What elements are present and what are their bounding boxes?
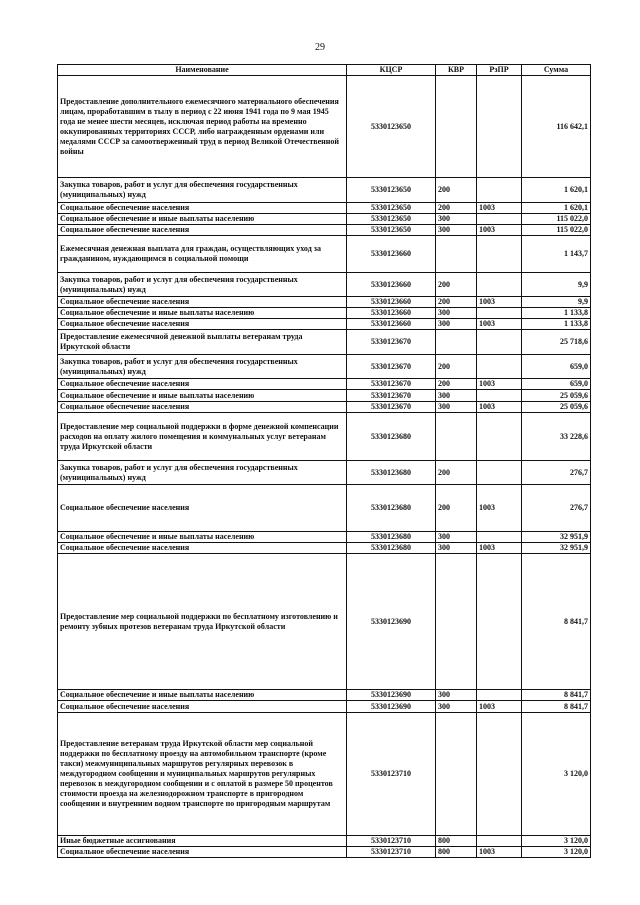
row-kvr: 300 bbox=[436, 214, 477, 225]
table-row bbox=[58, 273, 591, 297]
row-name: Социальное обеспечение и иные выплаты населению bbox=[58, 690, 347, 701]
table-row bbox=[58, 178, 591, 203]
row-name: Социальное обеспечение и иные выплаты населению bbox=[58, 308, 347, 319]
table-row bbox=[58, 713, 591, 836]
row-code: 5330123710 bbox=[347, 847, 436, 858]
row-code: 5330123650 bbox=[347, 76, 436, 178]
row-kvr: 200 bbox=[436, 379, 477, 390]
row-name: Социальное обеспечение населения bbox=[58, 847, 347, 858]
row-code: 5330123690 bbox=[347, 690, 436, 701]
row-sum: 3 120,0 bbox=[522, 836, 591, 847]
row-code: 5330123660 bbox=[347, 297, 436, 308]
row-code: 5330123650 bbox=[347, 203, 436, 214]
row-name: Закупка товаров, работ и услуг для обеспечения государственных (муниципальных) нужд bbox=[58, 461, 347, 485]
row-sum: 8 841,7 bbox=[522, 690, 591, 701]
table-row bbox=[58, 330, 591, 355]
row-rzpr bbox=[477, 355, 522, 379]
row-name: Социальное обеспечение населения bbox=[58, 379, 347, 390]
row-kvr bbox=[436, 413, 477, 461]
row-sum: 25 059,6 bbox=[522, 390, 591, 402]
table-row bbox=[58, 461, 591, 485]
row-name: Социальное обеспечение и иные выплаты населению bbox=[58, 532, 347, 543]
table-row bbox=[58, 203, 591, 214]
row-rzpr: 1003 bbox=[477, 319, 522, 330]
row-code: 5330123710 bbox=[347, 836, 436, 847]
row-kvr bbox=[436, 76, 477, 178]
row-rzpr bbox=[477, 273, 522, 297]
row-kvr: 300 bbox=[436, 543, 477, 554]
row-code: 5330123660 bbox=[347, 236, 436, 273]
row-sum: 25 718,6 bbox=[522, 330, 591, 355]
row-name: Закупка товаров, работ и услуг для обеспечения государственных (муниципальных) нужд bbox=[58, 178, 347, 203]
row-sum: 9,9 bbox=[522, 297, 591, 308]
row-rzpr bbox=[477, 308, 522, 319]
table-row bbox=[58, 690, 591, 701]
table-row bbox=[58, 319, 591, 330]
row-name: Социальное обеспечение населения bbox=[58, 319, 347, 330]
row-sum: 1 133,8 bbox=[522, 308, 591, 319]
row-name: Предоставление мер социальной поддержки по бесплатному изготовлению и ремонту зубных протезов ветеранам труда Иркутской области bbox=[58, 554, 347, 690]
row-sum: 115 022,0 bbox=[522, 214, 591, 225]
row-code: 5330123670 bbox=[347, 402, 436, 413]
row-name: Социальное обеспечение населения bbox=[58, 402, 347, 413]
row-rzpr bbox=[477, 713, 522, 836]
row-kvr: 200 bbox=[436, 485, 477, 532]
row-name: Иные бюджетные ассигнования bbox=[58, 836, 347, 847]
row-name: Социальное обеспечение населения bbox=[58, 701, 347, 713]
row-code: 5330123690 bbox=[347, 701, 436, 713]
header-code: КЦСР bbox=[347, 65, 436, 76]
row-sum: 116 642,1 bbox=[522, 76, 591, 178]
row-sum: 1 143,7 bbox=[522, 236, 591, 273]
row-sum: 276,7 bbox=[522, 485, 591, 532]
page-number: 29 bbox=[315, 42, 325, 53]
row-code: 5330123660 bbox=[347, 273, 436, 297]
row-rzpr bbox=[477, 76, 522, 178]
row-sum: 9,9 bbox=[522, 273, 591, 297]
row-kvr: 200 bbox=[436, 178, 477, 203]
table-row bbox=[58, 554, 591, 690]
row-code: 5330123650 bbox=[347, 225, 436, 236]
row-name: Социальное обеспечение населения bbox=[58, 203, 347, 214]
row-kvr: 300 bbox=[436, 402, 477, 413]
row-code: 5330123670 bbox=[347, 379, 436, 390]
row-sum: 659,0 bbox=[522, 355, 591, 379]
row-kvr: 200 bbox=[436, 273, 477, 297]
row-kvr bbox=[436, 330, 477, 355]
budget-table bbox=[57, 64, 591, 858]
row-kvr: 300 bbox=[436, 690, 477, 701]
row-sum: 3 120,0 bbox=[522, 713, 591, 836]
table-row bbox=[58, 402, 591, 413]
row-rzpr bbox=[477, 836, 522, 847]
row-rzpr bbox=[477, 554, 522, 690]
table-row bbox=[58, 214, 591, 225]
row-code: 5330123680 bbox=[347, 461, 436, 485]
row-kvr: 200 bbox=[436, 203, 477, 214]
row-sum: 1 133,8 bbox=[522, 319, 591, 330]
row-sum: 25 059,6 bbox=[522, 402, 591, 413]
row-code: 5330123680 bbox=[347, 485, 436, 532]
header-name: Наименование bbox=[58, 65, 347, 76]
row-name: Ежемесячная денежная выплата для граждан, осуществляющих уход за гражданином, нуждающимся в социальной помощи bbox=[58, 236, 347, 273]
table-row bbox=[58, 847, 591, 858]
row-rzpr bbox=[477, 236, 522, 273]
row-sum: 115 022,0 bbox=[522, 225, 591, 236]
row-rzpr bbox=[477, 461, 522, 485]
row-kvr: 300 bbox=[436, 319, 477, 330]
row-rzpr bbox=[477, 178, 522, 203]
row-code: 5330123650 bbox=[347, 214, 436, 225]
table-row bbox=[58, 413, 591, 461]
table-row bbox=[58, 355, 591, 379]
row-sum: 659,0 bbox=[522, 379, 591, 390]
row-name: Предоставление ветеранам труда Иркутской области мер социальной поддержки по бесплатному проезду на автомобильном транспорте (кроме такси) межмуниципальных маршрутов регулярных перевозок в междугородном сообщении и муниципальных маршрутов регулярных перевозок в междугородном сообщении и с оплатой в размере 50 процентов стоимости проезда на железнодорожном транспорте в пригородном сообщении и внутренним водном транспорте по пригородным маршрутам bbox=[58, 713, 347, 836]
header-kvr: КВР bbox=[436, 65, 477, 76]
row-kvr: 300 bbox=[436, 308, 477, 319]
row-rzpr: 1003 bbox=[477, 847, 522, 858]
row-code: 5330123680 bbox=[347, 543, 436, 554]
row-kvr bbox=[436, 236, 477, 273]
table-row bbox=[58, 308, 591, 319]
table-row bbox=[58, 532, 591, 543]
row-kvr: 800 bbox=[436, 847, 477, 858]
table-row bbox=[58, 836, 591, 847]
row-sum: 8 841,7 bbox=[522, 701, 591, 713]
row-code: 5330123680 bbox=[347, 413, 436, 461]
row-kvr: 300 bbox=[436, 225, 477, 236]
row-name: Социальное обеспечение населения bbox=[58, 225, 347, 236]
row-rzpr: 1003 bbox=[477, 485, 522, 532]
row-code: 5330123670 bbox=[347, 390, 436, 402]
row-kvr bbox=[436, 713, 477, 836]
row-rzpr bbox=[477, 214, 522, 225]
row-rzpr bbox=[477, 390, 522, 402]
row-sum: 33 228,6 bbox=[522, 413, 591, 461]
table-row bbox=[58, 297, 591, 308]
header-rzpr: РзПР bbox=[477, 65, 522, 76]
row-rzpr: 1003 bbox=[477, 701, 522, 713]
row-code: 5330123680 bbox=[347, 532, 436, 543]
table-row bbox=[58, 543, 591, 554]
row-name: Предоставление мер социальной поддержки в форме денежной компенсации расходов на оплату жилого помещения и коммунальных услуг ветеранам труда Иркутской области bbox=[58, 413, 347, 461]
row-code: 5330123660 bbox=[347, 319, 436, 330]
table-row bbox=[58, 390, 591, 402]
table-row bbox=[58, 379, 591, 390]
row-sum: 8 841,7 bbox=[522, 554, 591, 690]
row-rzpr bbox=[477, 330, 522, 355]
table-header-row bbox=[58, 65, 591, 76]
row-sum: 32 951,9 bbox=[522, 543, 591, 554]
row-rzpr: 1003 bbox=[477, 297, 522, 308]
row-name: Предоставление ежемесячной денежной выплаты ветеранам труда Иркутской области bbox=[58, 330, 347, 355]
row-kvr: 300 bbox=[436, 701, 477, 713]
row-kvr: 300 bbox=[436, 390, 477, 402]
row-sum: 276,7 bbox=[522, 461, 591, 485]
row-code: 5330123710 bbox=[347, 713, 436, 836]
table-row bbox=[58, 485, 591, 532]
row-rzpr: 1003 bbox=[477, 203, 522, 214]
row-kvr bbox=[436, 554, 477, 690]
header-sum: Сумма bbox=[522, 65, 591, 76]
row-name: Социальное обеспечение населения bbox=[58, 485, 347, 532]
row-kvr: 800 bbox=[436, 836, 477, 847]
row-rzpr bbox=[477, 690, 522, 701]
table-row bbox=[58, 225, 591, 236]
row-code: 5330123670 bbox=[347, 330, 436, 355]
row-kvr: 200 bbox=[436, 297, 477, 308]
row-rzpr bbox=[477, 532, 522, 543]
row-rzpr bbox=[477, 413, 522, 461]
row-code: 5330123670 bbox=[347, 355, 436, 379]
row-name: Закупка товаров, работ и услуг для обеспечения государственных (муниципальных) нужд bbox=[58, 355, 347, 379]
row-kvr: 200 bbox=[436, 355, 477, 379]
row-rzpr: 1003 bbox=[477, 225, 522, 236]
table-row bbox=[58, 701, 591, 713]
row-rzpr: 1003 bbox=[477, 379, 522, 390]
row-name: Закупка товаров, работ и услуг для обеспечения государственных (муниципальных) нужд bbox=[58, 273, 347, 297]
row-name: Социальное обеспечение и иные выплаты населению bbox=[58, 390, 347, 402]
row-code: 5330123660 bbox=[347, 308, 436, 319]
row-sum: 1 620,1 bbox=[522, 203, 591, 214]
row-code: 5330123650 bbox=[347, 178, 436, 203]
table-row bbox=[58, 76, 591, 178]
row-name: Социальное обеспечение населения bbox=[58, 297, 347, 308]
row-rzpr: 1003 bbox=[477, 543, 522, 554]
row-kvr: 200 bbox=[436, 461, 477, 485]
row-sum: 1 620,1 bbox=[522, 178, 591, 203]
row-name: Предоставление дополнительного ежемесячного материального обеспечения лицам, проработавшим в тылу в период с 22 июня 1941 года по 9 мая 1945 года не менее шести месяцев, исключая период работы на временно оккупированных территориях СССР, либо награжденным орденами или медалями СССР за самоотверженный труд в период Великой Отечественной войны bbox=[58, 76, 347, 178]
row-code: 5330123690 bbox=[347, 554, 436, 690]
row-kvr: 300 bbox=[436, 532, 477, 543]
row-rzpr: 1003 bbox=[477, 402, 522, 413]
row-sum: 3 120,0 bbox=[522, 847, 591, 858]
row-name: Социальное обеспечение и иные выплаты населению bbox=[58, 214, 347, 225]
row-name: Социальное обеспечение населения bbox=[58, 543, 347, 554]
row-sum: 32 951,9 bbox=[522, 532, 591, 543]
table-row bbox=[58, 236, 591, 273]
